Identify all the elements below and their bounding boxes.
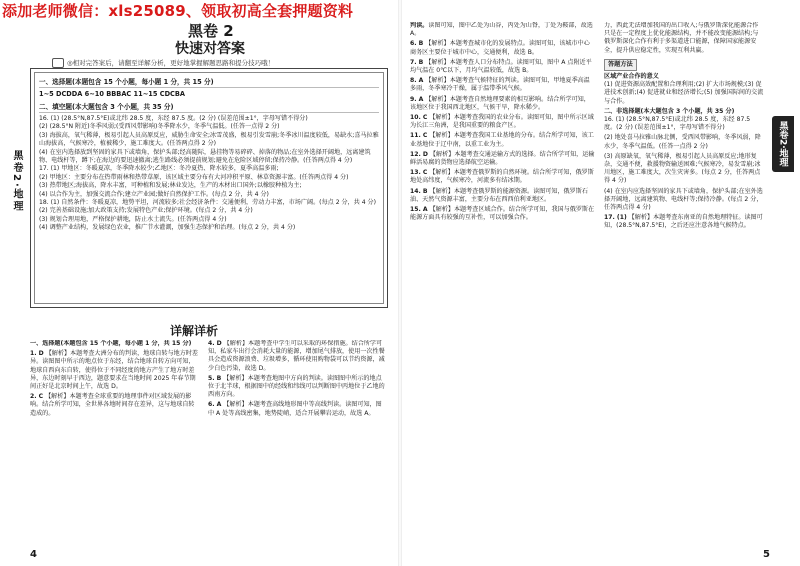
choice-answers: 1~5 DCDDA 6~10 BBBAC 11~15 CDCBA [39,90,186,98]
item-heading: 15. A [410,206,428,214]
detail-column-1 [30,340,200,540]
detail-item [410,151,595,167]
q17-line: 17. (1) 甲地区：冬暖夏凉，冬季降水较少;乙地区：冬冷夏热、降水较多，夏季高温多雨; [39,165,279,173]
page-number-right: 5 [763,549,770,560]
detail-item [410,59,595,75]
item-heading: 8. A [410,77,424,85]
right-side-tab: 黑卷2·地理 [772,116,794,172]
q16-line: (4) 在室内选择放到坚固的家具下或墙角，保护头部;经高随际，悬挂物等易碎碎、掉落的物品;在室外选择开阔地，远离建筑物、电线杆等，蹲下;在海边的要迅速撤离;逃生路线必须提前规划;避免在危险区域停留;保持冷静。(任答两点得 4 分) [39,148,371,165]
book-spine [398,0,402,566]
detail-item [410,114,595,130]
answer-box [30,68,388,308]
item-heading: 12. D [410,150,428,158]
instruction-text: ◎相对完答案后，请翻至详解分析，更好地掌握解题思路和提分技巧哦！ [67,59,275,67]
item-text: 【解析】本题考查大洲分布的判读，地球自转与地方时差异。读图图中所示的地点位于东经，结合地球自转方向可知，地球自西向东自转，使得位于不同经度的地方产生了地方时差异，东边时刻早于西边，题意要求在当地时间 2025 年春节期间正好是北京时间上午，故选 D。 [30,350,199,391]
detail-item [208,340,386,373]
detail-item [604,73,764,106]
item-heading: 17. (1) [604,214,627,222]
item-heading: 11. C [410,132,428,140]
item-text: 【解析】本题考查气候特征的判读。读图可知，甲地夏季高温多雨，冬季寒冷干燥，属于温带季风气候。 [410,77,590,93]
item-text: 【解析】本题考查高线地形图中等高线判读。读图可知，图中 A 处等高线密集，地势陡峭，适合开展攀岩运动，故选 A。 [208,401,382,417]
promo-banner: 添加老师微信：xls25089、领取初高全套押题资料 [2,2,354,20]
item-heading: 6. B [410,40,424,48]
item-text: 【解析】本题考查自然地理要素的相互影响。结合所学可知，该地区位于我国西北地区，气候干旱，降水稀少。 [410,95,590,111]
detail-item [604,134,764,150]
quick-answer-title: 快速对答案 [175,41,245,57]
item-text: 【解析】本题考查俄罗斯的自然环境。结合所学可知，俄罗斯地处高纬度，气候寒冷，河流多有结冰期。 [410,169,594,185]
detail-item [410,169,595,185]
item-text: 【解析】本题考查人口分布特点。读图可知，图中 A 点附近平均气温在 0℃以下，月均气温较低，故选 B。 [410,58,592,75]
item-heading: 13. C [410,169,428,177]
detail-item [604,153,764,186]
detail-item [410,206,595,222]
section-fill-heading: 二、填空题(本大题包含 3 个小题，共 35 分) [39,101,379,113]
item-text: 力，西此无法增加我国的出口收入;与俄罗斯深化能源合作只是在一定程度上优化能源结构，并不能改变能源结构;与俄罗斯深化合作有利于多渠道进口能源，保障国家能源安全，提升供应稳定性，实现互利共赢。 [604,22,759,54]
detail-item [604,214,764,230]
section-choice-heading: 一、选择题(本题包含 15 个小题，每小题 1 分，共 15 分) [39,76,379,88]
detail-item [410,22,595,38]
detail-column-2 [208,340,386,540]
detail-item [604,188,764,213]
instruction-note [52,58,274,68]
item-text: (2) 地处喜马拉雅山脉北侧，受西风带影响，冬季风弱，降水少，冬季气温低。(任答一点得 2 分) [604,134,761,150]
item-text: 【解析】本题考查中学生可以采取的环保措施。结合所学可知，私家车出行会消耗大量的能源，增加尾气排放，使用一次性餐具会造成资源浪费、垃圾增多，循环使用购物袋可以节约资源，减少白色污染，故选 D。 [208,340,385,372]
item-heading: 区域产业合作的意义 [604,73,659,81]
item-text: 【解析】本题考查我国的农业分布。读图可知，图中所示区域为长江三角洲，是我国重要的粮食产区。 [410,114,594,130]
item-heading: 4. D [208,340,222,347]
detail-item [30,393,200,418]
item-text: 【解析】本题考查东南亚的自然地理特征。读图可知，(28.5°N,87.5°E)，之后还应注意各地气候特点。 [604,214,763,230]
detail-item [410,77,595,93]
item-text: 【解析】本题考查我国工业基地的分布。结合所学可知，该工业基地位于辽中南，以重工业为主。 [410,132,594,148]
method-badge: 答题方法 [604,59,637,71]
item-heading: 1. D [30,350,44,358]
detail-item [604,108,764,133]
item-text: (1) 促进资源高效配置和合理利用;(2) 扩大市场规模;(3) 促进技术创新;(4) 促进就业和经济增长;(5) 加强国际间的交流与合作。 [604,81,764,105]
item-heading: 10. C [410,114,428,122]
q17-line: (3) 热带地区;海拔高，降水丰富，可种植和发展;林业发达，生产的木材出口国外;以橡胶种植为主; [39,182,302,190]
item-text: 【解析】本题考查地图中方向的判读。读图图中所示的地点位于北半球，根据图中的经线和纬线可以判断图中丙地位于乙地的西南方向。 [208,374,385,399]
item-text: 【解析】本题考查俄罗斯的能源资源。读图可知，俄罗斯石油、天然气资源丰富，主要分布在西西伯利亚地区。 [410,187,588,203]
item-heading: 二、非选择题(本大题包含 3 个小题，共 35 分) [604,107,735,115]
item-text: 【解析】本题考查区域合作。结合所学可知，我国与俄罗斯在能源方面具有较强的互补性，可以加强合作。 [410,206,595,222]
detail-item [604,22,764,55]
detail-item [410,40,595,56]
book-icon [52,58,64,68]
page-title: 黑卷 2 [188,22,234,40]
detail-item [410,132,595,148]
right-column-1 [410,22,595,547]
item-heading: 5. B [208,374,222,382]
item-heading: 9. A [410,95,424,103]
q18-line: (4) 调整产业结构，发展绿色农业，推广节水灌溉，加强生态保护和治理。(每点 2 分，共 4 分) [39,224,296,232]
left-spine-label: 黑卷2·地理 [11,150,22,213]
item-heading: 一、选择题(本题包含 15 个小题，每小题 1 分，共 15 分) [30,340,192,347]
q16-line: 16. (1) (28.5°N,87.5°E)或北纬 28.5 度，东经 87.5 度。(2 分) (误差范围±1°，字母写错不得分) [39,115,308,122]
item-heading: 14. B [410,187,428,195]
item-text: 16. (1) (28.5°N,87.5°E)或北纬 28.5 度，东经 87.5 度。(2 分) (误差范围±1°，字母写错不得分) [604,116,751,132]
q18-line: 18. (1) 自然条件：冬暖夏凉，地势平坦，河流较多;社会经济条件：交通便利，劳动力丰富，市场广阔。(每点 2 分，共 4 分) [39,199,377,207]
detail-item [208,375,386,400]
item-heading: 2. C [30,393,44,401]
q18-line: (2) 完善基础设施;加大政策支持;发展特色产业;保护环境。(每点 2 分，共 4 分) [39,207,253,215]
item-text: 读图可知，图中乙处为山谷，丙处为山脊，丁处为鞍部，故选 A。 [410,22,593,38]
item-heading: 6. A [208,401,222,409]
item-text: 【解析】本题考查交通运输方式的选择。结合所学可知，运输鲜活易腐的货物应选择航空运输。 [410,150,595,167]
q17-line: (2) 甲地区：主要分布在热带雨林和热带草原，该区域主要分布有大河冲积平原、林草资源丰富。(任答两点得 4 分) [39,173,349,181]
detail-title: 详解详析 [170,324,219,338]
q18-line: (3) 规划合理用地，严格保护耕地，防止水土流失。(任答两点得 4 分) [39,215,227,223]
item-text: 【解析】本题考查城市化的发展特点。读图可知，该城市中心商务区主要位于城市中心，交通便利，故选 B。 [410,40,590,56]
detail-item [30,350,200,391]
item-heading: 7. B [410,58,424,66]
detail-item [208,401,386,417]
item-text: 【解析】本题考查全球重要的地理事件对区域发展的影响。结合所学可知，全世界各地时间存在差异，这与地球自转造成的。 [30,393,195,417]
page-number-left: 4 [30,549,37,560]
right-column-2 [604,22,764,547]
item-heading: 判读。 [410,22,429,29]
q16-line: (2) (28.5°N 附近)冬季风弱;(受西风带影响)冬季降水少，冬季气温低。(任答一点得 2 分) [39,123,280,131]
q17-line: (4) 以合作为主，加强交流合作;建立产业园;做好自然保护工作。(每点 2 分，共 4 分) [39,190,269,198]
detail-item [30,340,200,348]
item-text: (3) 高原缺氧，氧气稀薄，极易引起人员高原反应;地形复杂，交通不便，救援物资输送困难;气候寒冷，易发雪崩;冰川地区，施工难度大，次生灾害多。(每点 2 分，任答两点得 4 分) [604,152,761,185]
detail-item [410,96,595,112]
detail-item [410,188,595,204]
q16-line: (3) 海拔高，氧气稀薄，极易引起人员高原反应，威胁生命安全;冰雪茂盛，极易引发雪崩;冬季冰川温度较低，易缺水;喜马拉雅山海拔高，气候寒冷，植被稀少，施工难度大。(任答两点得 2 分) [39,131,379,148]
item-text: (4) 在室内应选择坚固的家具下或墙角，保护头部;在室外选择开阔地，远离建筑物、电线杆等;保持冷静。(每点 2 分，任答两点得 4 分) [604,187,763,212]
